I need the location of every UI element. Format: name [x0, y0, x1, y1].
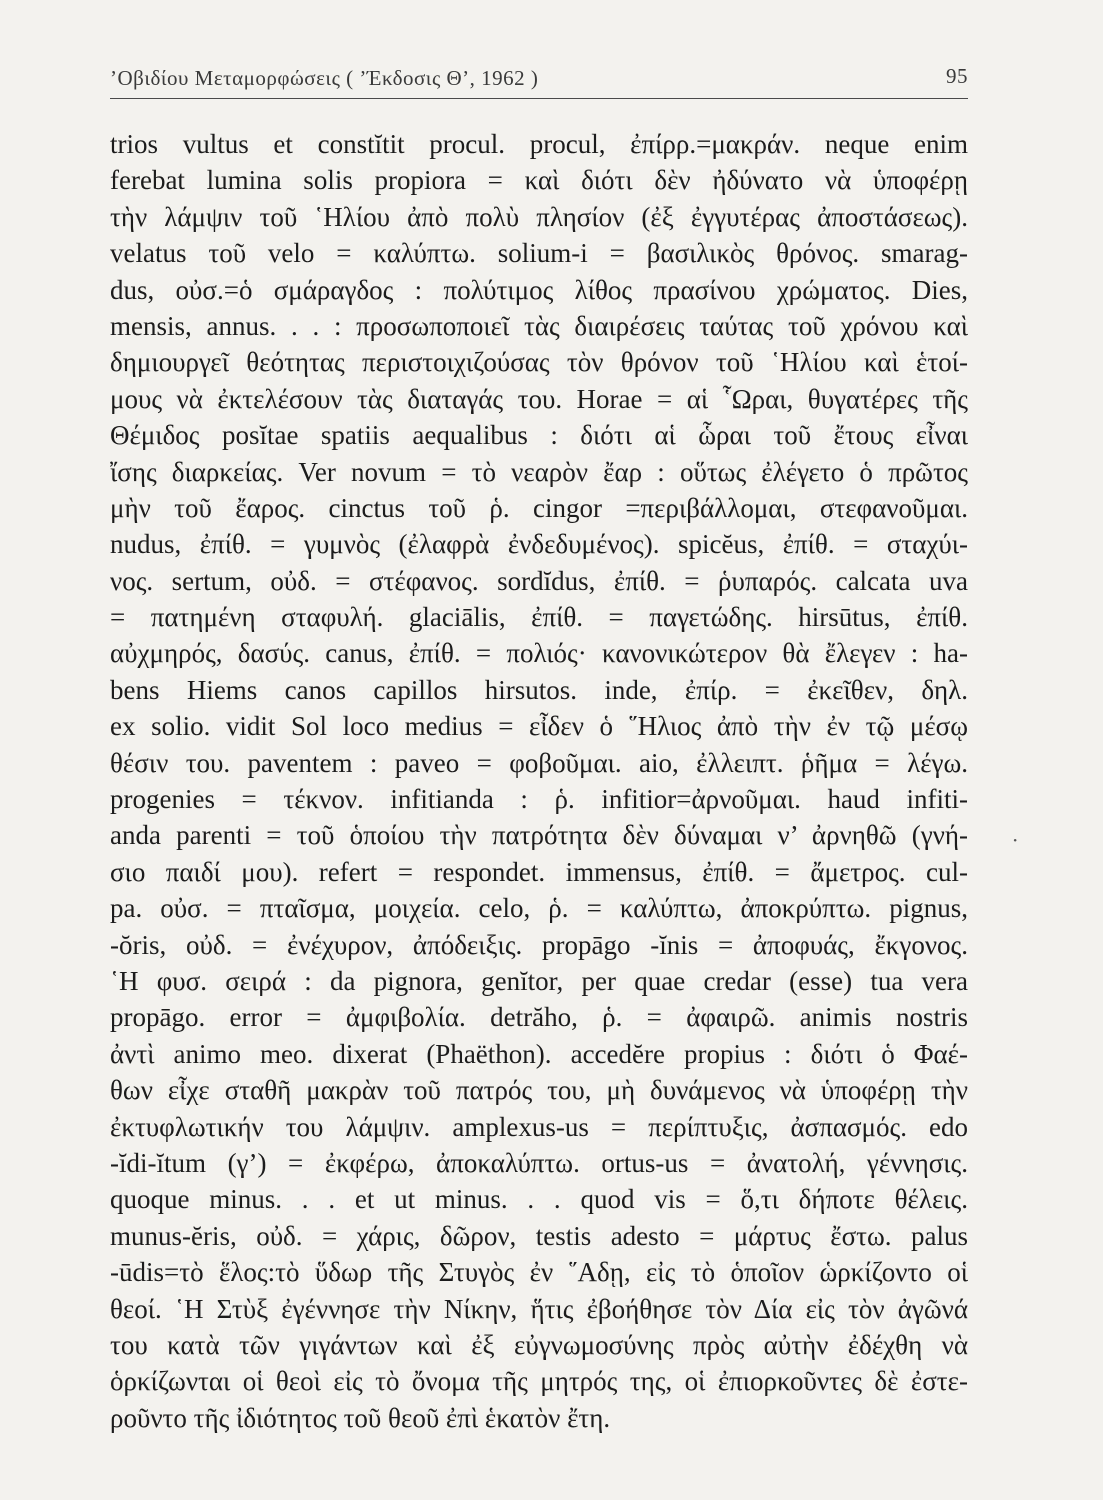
- text-line: ἀντὶ animo meo. dixerat (Phaëthon). accedĕre propius : διότι ὁ Φαέ-: [110, 1038, 968, 1069]
- text-line: ὁρκίζωνται οἱ θεοὶ εἰς τὸ ὄνομα τῆς μητρός της, οἱ ἐπιορκοῦντες δὲ ἐστε-: [110, 1366, 968, 1397]
- text-line: σιο παιδί μου). refert = respondet. immensus, ἐπίθ. = ἄμετρος. cul-: [110, 856, 968, 887]
- text-line: -ŏris, οὐδ. = ἐνέχυρον, ἀπόδειξις. propāgo -ĭnis = ἀποφυάς, ἔκγονος.: [110, 929, 968, 960]
- margin-dot-mark: ·: [1012, 828, 1019, 852]
- text-line: δημιουργεῖ θεότητας περιστοιχιζούσας τὸν θρόνον τοῦ ῾Ηλίου καὶ ἑτοί-: [110, 347, 968, 378]
- text-line: τὴν λάμψιν τοῦ ῾Ηλίου ἀπὸ πολὺ πλησίον (ἐξ ἐγγυτέρας ἀποστάσεως).: [110, 201, 968, 232]
- text-line: ex solio. vidit Sol loco medius = εἶδεν ὁ ῞Ηλιος ἀπὸ τὴν ἐν τῷ μέσῳ: [110, 711, 968, 742]
- text-line: trios vultus et constĭtit procul. procul, ἐπίρρ.=μακράν. neque enim: [110, 129, 968, 159]
- text-line: -ĭdi-ĭtum (γ’) = ἐκφέρω, ἀποκαλύπτω. ortus-us = ἀνατολή, γέννησις.: [110, 1147, 968, 1178]
- text-line: quoque minus. . . et ut minus. . . quod vis = ὅ,τι δήποτε θέλεις.: [110, 1184, 968, 1215]
- text-line: μους νὰ ἐκτελέσουν τὰς διαταγάς του. Horae = αἱ ῟Ωραι, θυγατέρες τῆς: [110, 383, 968, 414]
- text-line: ῾Η φυσ. σειρά : da pignora, genĭtor, per quae credar (esse) tua vera: [110, 965, 968, 996]
- text-line: θέσιν του. paventem : paveo = φοβοῦμαι. aio, ἐλλειπτ. ῥῆμα = λέγω.: [110, 747, 968, 778]
- text-line: ἐκτυφλωτικήν του λάμψιν. amplexus-us = περίπτυξις, ἀσπασμός. edo: [110, 1111, 968, 1142]
- text-line: μὴν τοῦ ἔαρος. cinctus τοῦ ῥ. cingor =περιβάλλομαι, στεφανοῦμαι.: [110, 492, 968, 523]
- text-line: θων εἶχε σταθῆ μακρὰν τοῦ πατρός του, μὴ δυνάμενος νὰ ὑποφέρῃ τὴν: [110, 1075, 968, 1106]
- text-line: anda parenti = τοῦ ὁποίου τὴν πατρότητα δὲν δύναμαι ν’ ἀρνηθῶ (γνή-: [110, 820, 968, 851]
- text-line: munus-ĕris, οὐδ. = χάρις, δῶρον, testis adesto = μάρτυς ἔστω. palus: [110, 1220, 968, 1251]
- text-line: pa. οὐσ. = πταῖσμα, μοιχεία. celo, ῥ. = καλύπτω, ἀποκρύπτω. pignus,: [110, 893, 968, 924]
- page-number: 95: [946, 64, 968, 88]
- commentary-text: [110, 126, 968, 1436]
- running-head: [110, 62, 968, 94]
- text-line: mensis, annus. . . : προσωποποιεῖ τὰς διαιρέσεις ταύτας τοῦ χρόνου καὶ: [110, 310, 968, 341]
- running-head-title: ’Οβιδίου Μεταμορφώσεις ( ’Έκδοσις Θ’, 1962 ): [110, 66, 539, 90]
- text-line: propāgo. error = ἀμφιβολία. detrăho, ῥ. = ἀφαιρῶ. animis nostris: [110, 1002, 968, 1033]
- text-line: = πατημένη σταφυλή. glaciālis, ἐπίθ. = παγετώδης. hirsūtus, ἐπίθ.: [110, 602, 968, 633]
- text-line: progenies = τέκνον. infitianda : ῥ. infitior=ἀρνοῦμαι. haud infiti-: [110, 784, 968, 815]
- text-line: velatus τοῦ velo = καλύπτω. solium-i = βασιλικὸς θρόνος. smarag-: [110, 238, 968, 269]
- text-line: bens Hiems canos capillos hirsutos. inde, ἐπίρ. = ἐκεῖθεν, δηλ.: [110, 674, 968, 705]
- text-line: dus, οὐσ.=ὁ σμάραγδος : πολύτιμος λίθος πρασίνου χρώματος. Dies,: [110, 274, 968, 305]
- text-line: nudus, ἐπίθ. = γυμνὸς (ἐλαφρὰ ἐνδεδυμένος). spicĕus, ἐπίθ. = σταχύι-: [110, 529, 968, 560]
- text-line: του κατὰ τῶν γιγάντων καὶ ἐξ εὐγνωμοσύνης πρὸς αὐτὴν ἐδέχθη νὰ: [110, 1329, 968, 1360]
- text-line: ροῦντο τῆς ἰδιότητος τοῦ θεοῦ ἐπὶ ἑκατὸν ἔτη.: [110, 1402, 611, 1433]
- text-line: νος. sertum, οὐδ. = στέφανος. sordĭdus, ἐπίθ. = ῥυπαρός. calcata uva: [110, 565, 968, 596]
- text-line: αὐχμηρός, δασύς. canus, ἐπίθ. = πολιός· κανονικώτερον θὰ ἔλεγεν : ha-: [110, 638, 968, 669]
- text-line: ἴσης διαρκείας. Ver novum = τὸ νεαρὸν ἔαρ : οὕτως ἐλέγετο ὁ πρῶτος: [110, 456, 968, 487]
- text-line: ferebat lumina solis propiora = καὶ διότι δὲν ἠδύνατο νὰ ὑποφέρῃ: [110, 165, 968, 196]
- text-line: -ūdis=τὸ ἕλος:τὸ ὕδωρ τῆς Στυγὸς ἐν ῞Αδῃ, εἰς τὸ ὁποῖον ὡρκίζοντο οἱ: [110, 1257, 968, 1288]
- text-line: θεοί. ῾Η Στὺξ ἐγέννησε τὴν Νίκην, ἥτις ἐβοήθησε τὸν Δία εἰς τὸν ἀγῶνά: [110, 1293, 968, 1324]
- text-line: Θέμιδος posĭtae spatiis aequalibus : διότι αἱ ὧραι τοῦ ἔτους εἶναι: [110, 420, 968, 451]
- header-rule: [110, 98, 968, 99]
